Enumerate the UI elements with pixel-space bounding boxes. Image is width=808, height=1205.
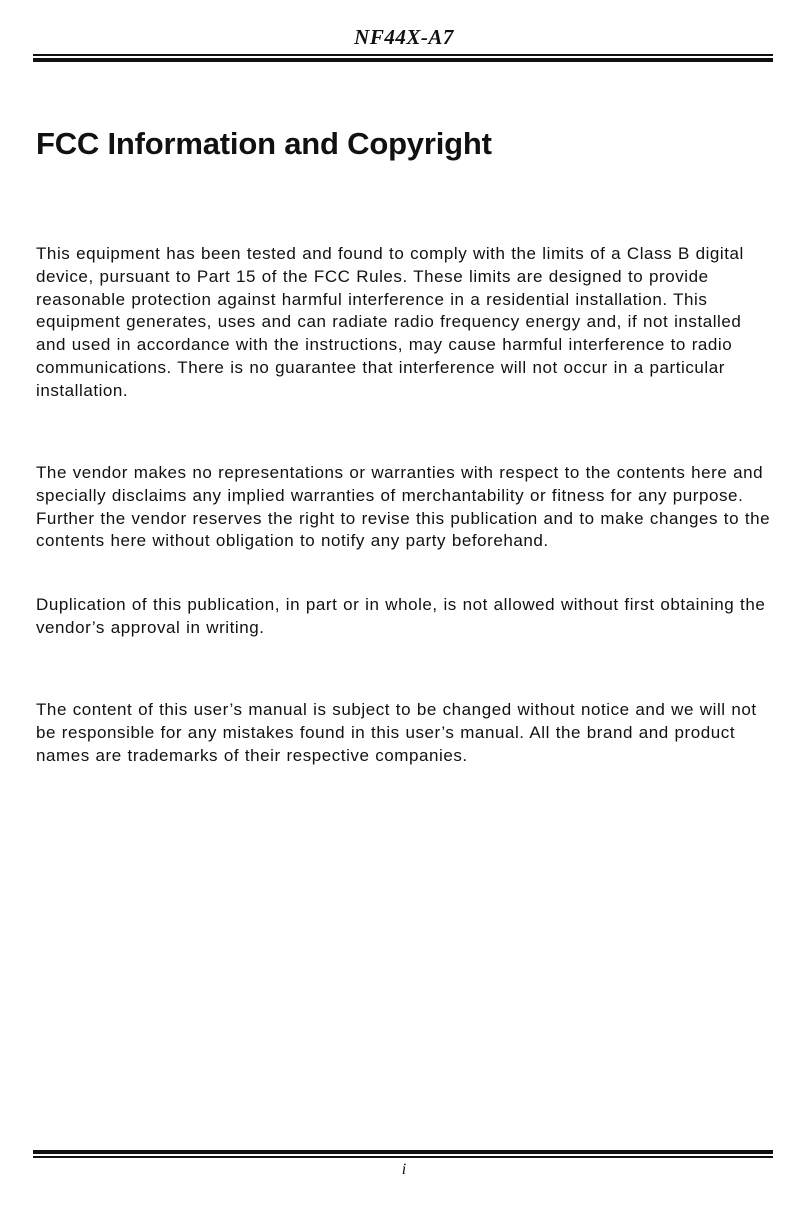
footer-rule-thin <box>33 1156 773 1158</box>
duplication-notice-paragraph: Duplication of this publication, in part or in whole, is not allowed without first obtaining the vendor’s approval in writing. <box>36 595 766 637</box>
fcc-compliance-paragraph: This equipment has been tested and found to comply with the limits of a Class B digital device, pursuant to Part 15 of the FCC Rules. These limits are designed to provide reasonable protection against harmful interference in a residential installation. This equipment generates, uses and can radiate radio frequency energy and, if not installed and used in accordance with the instructions, may cause harmful interference to radio communications. There is no guarantee that interference will not occur in a particular installation. <box>36 244 744 400</box>
trademark-notice-paragraph: The content of this user’s manual is subject to be changed without notice and we will not be responsible for any mistakes found in this user’s manual. All the brand and product names are trademarks of their respective companies. <box>36 700 757 765</box>
header-rule-thin <box>33 54 773 56</box>
page-number: i <box>401 1161 407 1178</box>
warranty-disclaimer-paragraph: The vendor makes no representations or warranties with respect to the contents here and specially disclaims any implied warranties of merchantability or fitness for any purpose. Further the vendor reserves the right to revise this publication and to make changes to the contents here without obligation to notify any party beforehand. <box>36 463 771 551</box>
header-model-title: NF44X-A7 <box>354 25 454 49</box>
page-title: FCC Information and Copyright <box>36 126 492 161</box>
footer-rule-thick <box>33 1150 773 1154</box>
header-rule-thick <box>33 58 773 62</box>
